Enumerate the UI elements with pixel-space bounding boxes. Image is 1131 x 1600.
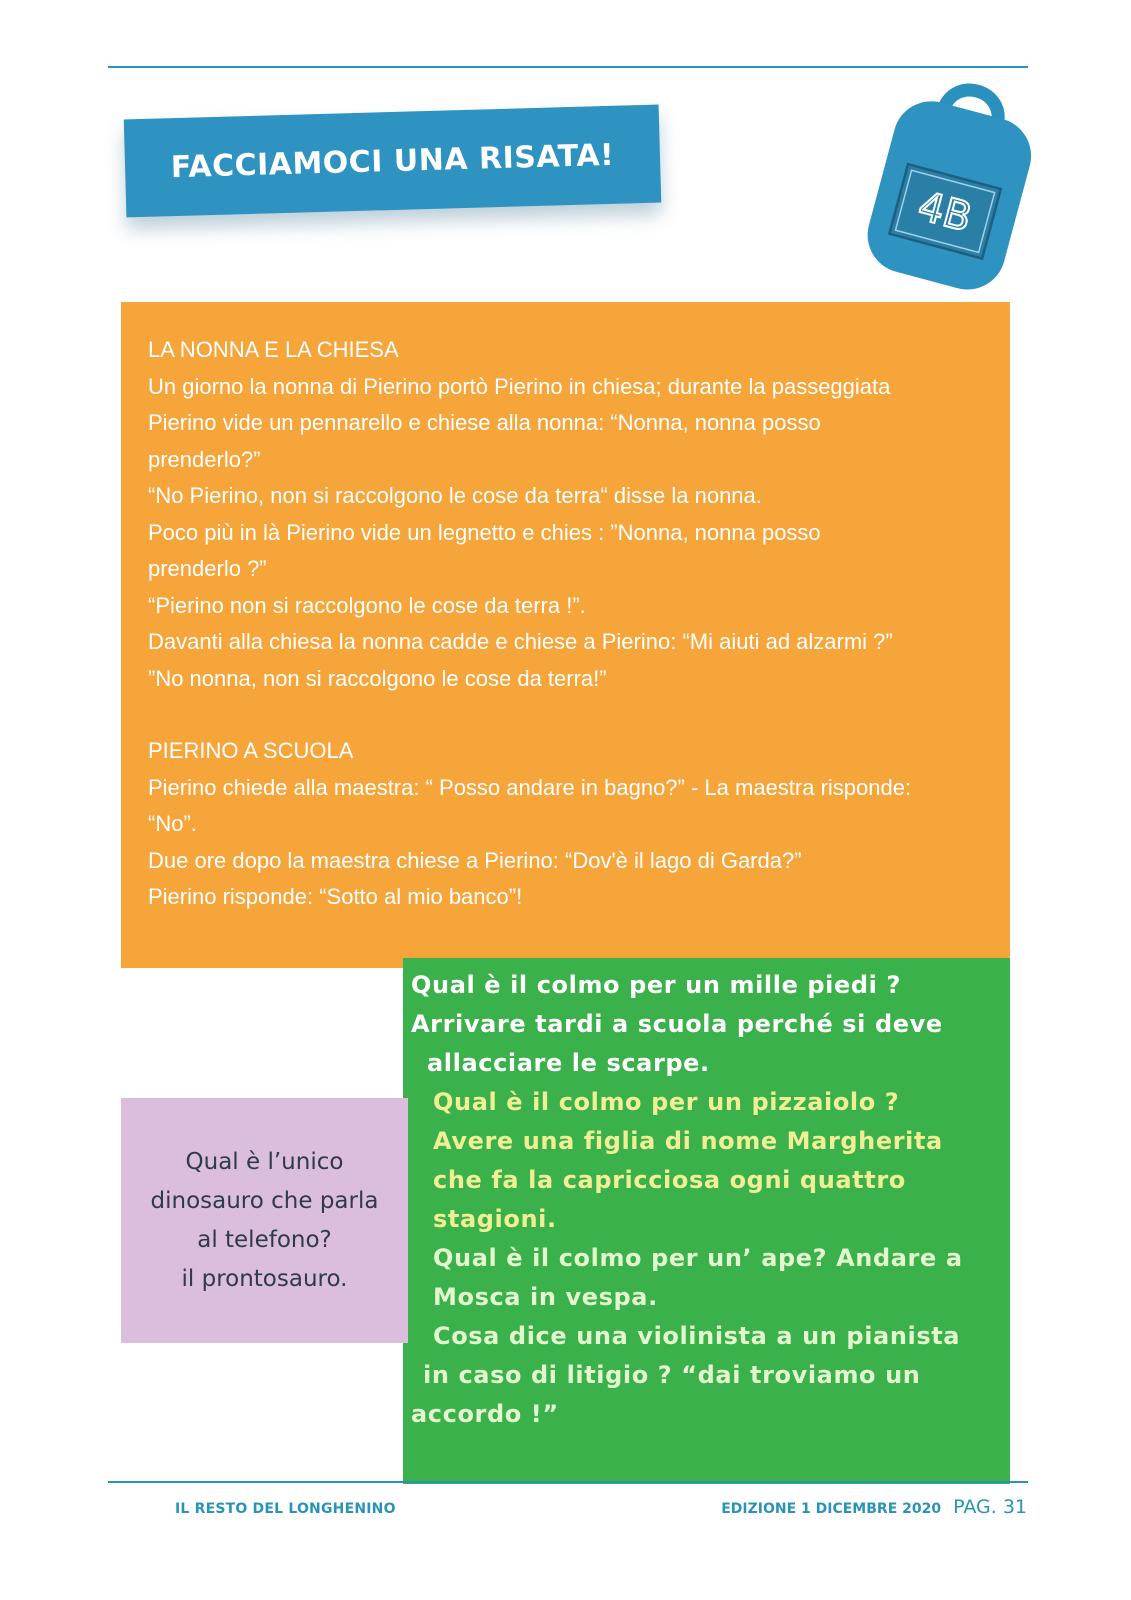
backpack-icon: [850, 68, 1050, 303]
story-line: “Pierino non si raccolgono le cose da terra !”.: [148, 592, 586, 618]
story-line: “No”.: [148, 811, 197, 836]
bottom-rule: [108, 1481, 1028, 1483]
class-badge-label: 4B: [913, 183, 977, 242]
page-number: PAG. 31: [953, 1496, 1027, 1518]
story-title: LA NONNA E LA CHIESA: [148, 337, 399, 362]
riddle-line: dinosauro che parla: [150, 1187, 379, 1214]
story-title: PIERINO A SCUOLA: [148, 738, 354, 763]
joke-line: che fa la capricciosa ogni quattro: [433, 1166, 906, 1194]
joke-line: Mosca in vespa.: [433, 1283, 658, 1311]
joke-line: Qual è il colmo per un’ ape? Andare a: [433, 1244, 963, 1272]
joke-line: Qual è il colmo per un pizzaiolo ?: [433, 1088, 900, 1116]
story-line: “No Pierino, non si raccolgono le cose da terra“ disse la nonna.: [148, 483, 762, 508]
joke-line: accordo !”: [411, 1400, 559, 1428]
riddle-line: Qual è l’unico: [185, 1148, 344, 1175]
joke-line: Avere una figlia di nome Margherita: [433, 1127, 943, 1155]
story-line: Poco più in là Pierino vide un legnetto e chies : ”Nonna, nonna posso: [148, 519, 821, 545]
joke-line: Cosa dice una violinista a un pianista: [433, 1322, 961, 1350]
story-line: ”No nonna, non si raccolgono le cose da terra!”: [148, 665, 607, 691]
riddle-lilac-box: [121, 1098, 408, 1343]
footer-edition-info: [721, 1496, 1027, 1518]
story-line: Pierino chiede alla maestra: “ Posso andare in bagno?” - La maestra risponde:: [148, 774, 912, 800]
story-line: Pierino vide un pennarello e chiese alla nonna: “Nonna, nonna posso: [148, 410, 821, 435]
jokes-orange-box: [121, 302, 1010, 968]
story-line: Davanti alla chiesa la nonna cadde e chiese a Pierino: “Mi aiuti ad alzarmi ?”: [148, 629, 893, 654]
story-line: Pierino risponde: “Sotto al mio banco”!: [148, 884, 523, 909]
publication-name: IL RESTO DEL LONGHENINO: [175, 1501, 396, 1517]
story-line: prenderlo?”: [148, 446, 261, 472]
joke-line: Arrivare tardi a scuola perché si deve: [411, 1010, 943, 1038]
jokes-green-box: [403, 958, 1010, 1484]
joke-line: stagioni.: [433, 1205, 557, 1233]
joke-line: in caso di litigio ? “dai troviamo un: [423, 1361, 921, 1389]
edition-date: EDIZIONE 1 DICEMBRE 2020: [721, 1501, 942, 1517]
story-line: Un giorno la nonna di Pierino portò Pierino in chiesa; durante la passeggiata: [148, 373, 891, 399]
riddle-line: il prontosauro.: [181, 1265, 348, 1292]
page-title: FACCIAMOCI UNA RISATA!: [170, 137, 615, 185]
joke-line: Qual è il colmo per un mille piedi ?: [411, 971, 901, 999]
title-banner: [124, 105, 662, 218]
riddle-line: al telefono?: [197, 1226, 332, 1253]
story-line: Due ore dopo la maestra chiese a Pierino: “Dov'è il lago di Garda?”: [148, 847, 802, 873]
story-line: prenderlo ?”: [148, 556, 267, 581]
joke-line: allacciare le scarpe.: [427, 1049, 710, 1077]
